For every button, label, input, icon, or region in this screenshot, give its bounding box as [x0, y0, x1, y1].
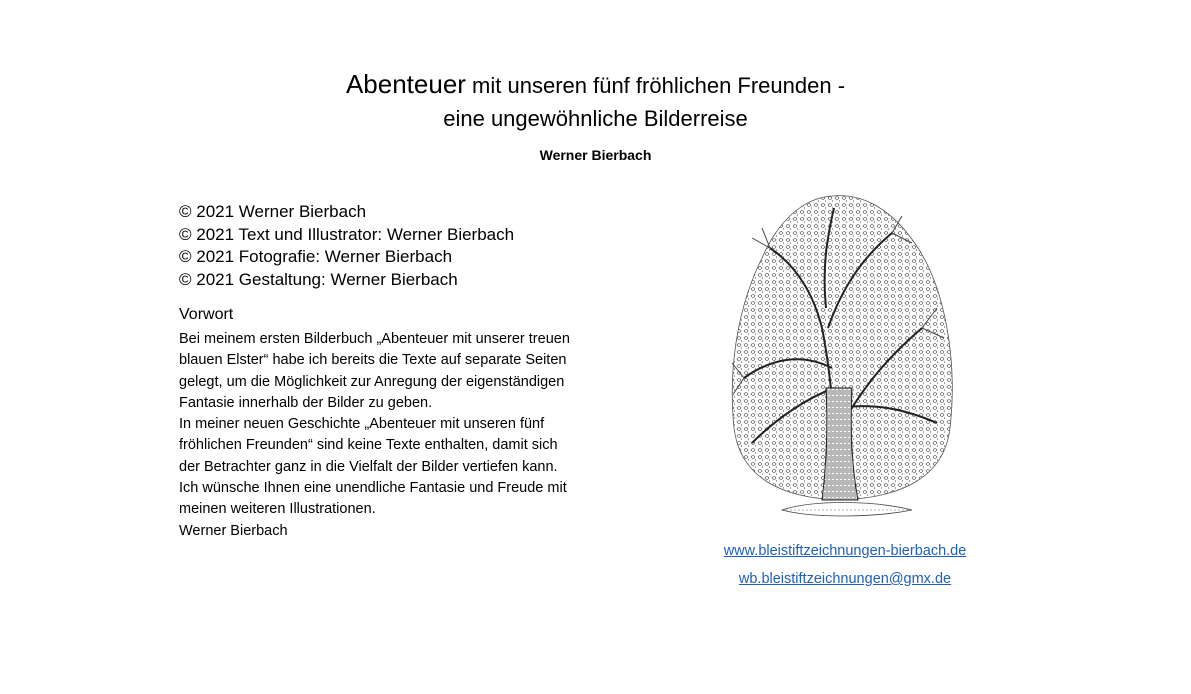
preface-line: der Betrachter ganz in die Vielfalt der Bilder vertiefen kann.: [179, 458, 558, 475]
copyright-line: © 2021 Werner Bierbach: [179, 202, 367, 221]
website-link-container: [700, 543, 990, 559]
email-link[interactable]: wb.bleistiftzeichnungen@gmx.de: [738, 571, 952, 587]
copyright-line: © 2021 Fotografie: Werner Bierbach: [179, 247, 453, 266]
title-line-2: eine ungewöhnliche Bilderreise: [443, 106, 748, 131]
title-emphasis: Abenteuer: [345, 69, 466, 99]
preface-line: In meiner neuen Geschichte „Abenteuer mit unseren fünf: [179, 416, 545, 433]
title-block: [0, 66, 1191, 164]
tree-illustration: [722, 188, 958, 530]
preface-line: Ich wünsche Ihnen eine unendliche Fantasie und Freude mit: [179, 480, 567, 497]
preface-signature: Werner Bierbach: [179, 522, 288, 539]
preface-title: Vorwort: [179, 306, 234, 323]
copyright-block: [179, 201, 514, 291]
preface-text: [179, 329, 619, 542]
title-line-1-rest: mit unseren fünf fröhlichen Freunden -: [465, 73, 846, 98]
author-heading: Werner Bierbach: [539, 147, 652, 163]
website-link[interactable]: www.bleistiftzeichnungen-bierbach.de: [723, 543, 967, 559]
preface-line: fröhlichen Freunden“ sind keine Texte enthalten, damit sich: [179, 437, 558, 454]
preface-line: Fantasie innerhalb der Bilder zu geben.: [179, 394, 433, 411]
preface-line: gelegt, um die Möglichkeit zur Anregung der eigenständigen: [179, 373, 565, 390]
preface-line: meinen weiteren Illustrationen.: [179, 501, 376, 518]
preface-line: blauen Elster“ habe ich bereits die Texte auf separate Seiten: [179, 352, 567, 369]
preface-line: Bei meinem ersten Bilderbuch „Abenteuer mit unserer treuen: [179, 331, 570, 347]
email-link-container: [700, 571, 990, 587]
copyright-line: © 2021 Gestaltung: Werner Bierbach: [179, 269, 458, 289]
copyright-line: © 2021 Text und Illustrator: Werner Bierbach: [179, 224, 515, 244]
title-line-1: [0, 66, 1191, 104]
